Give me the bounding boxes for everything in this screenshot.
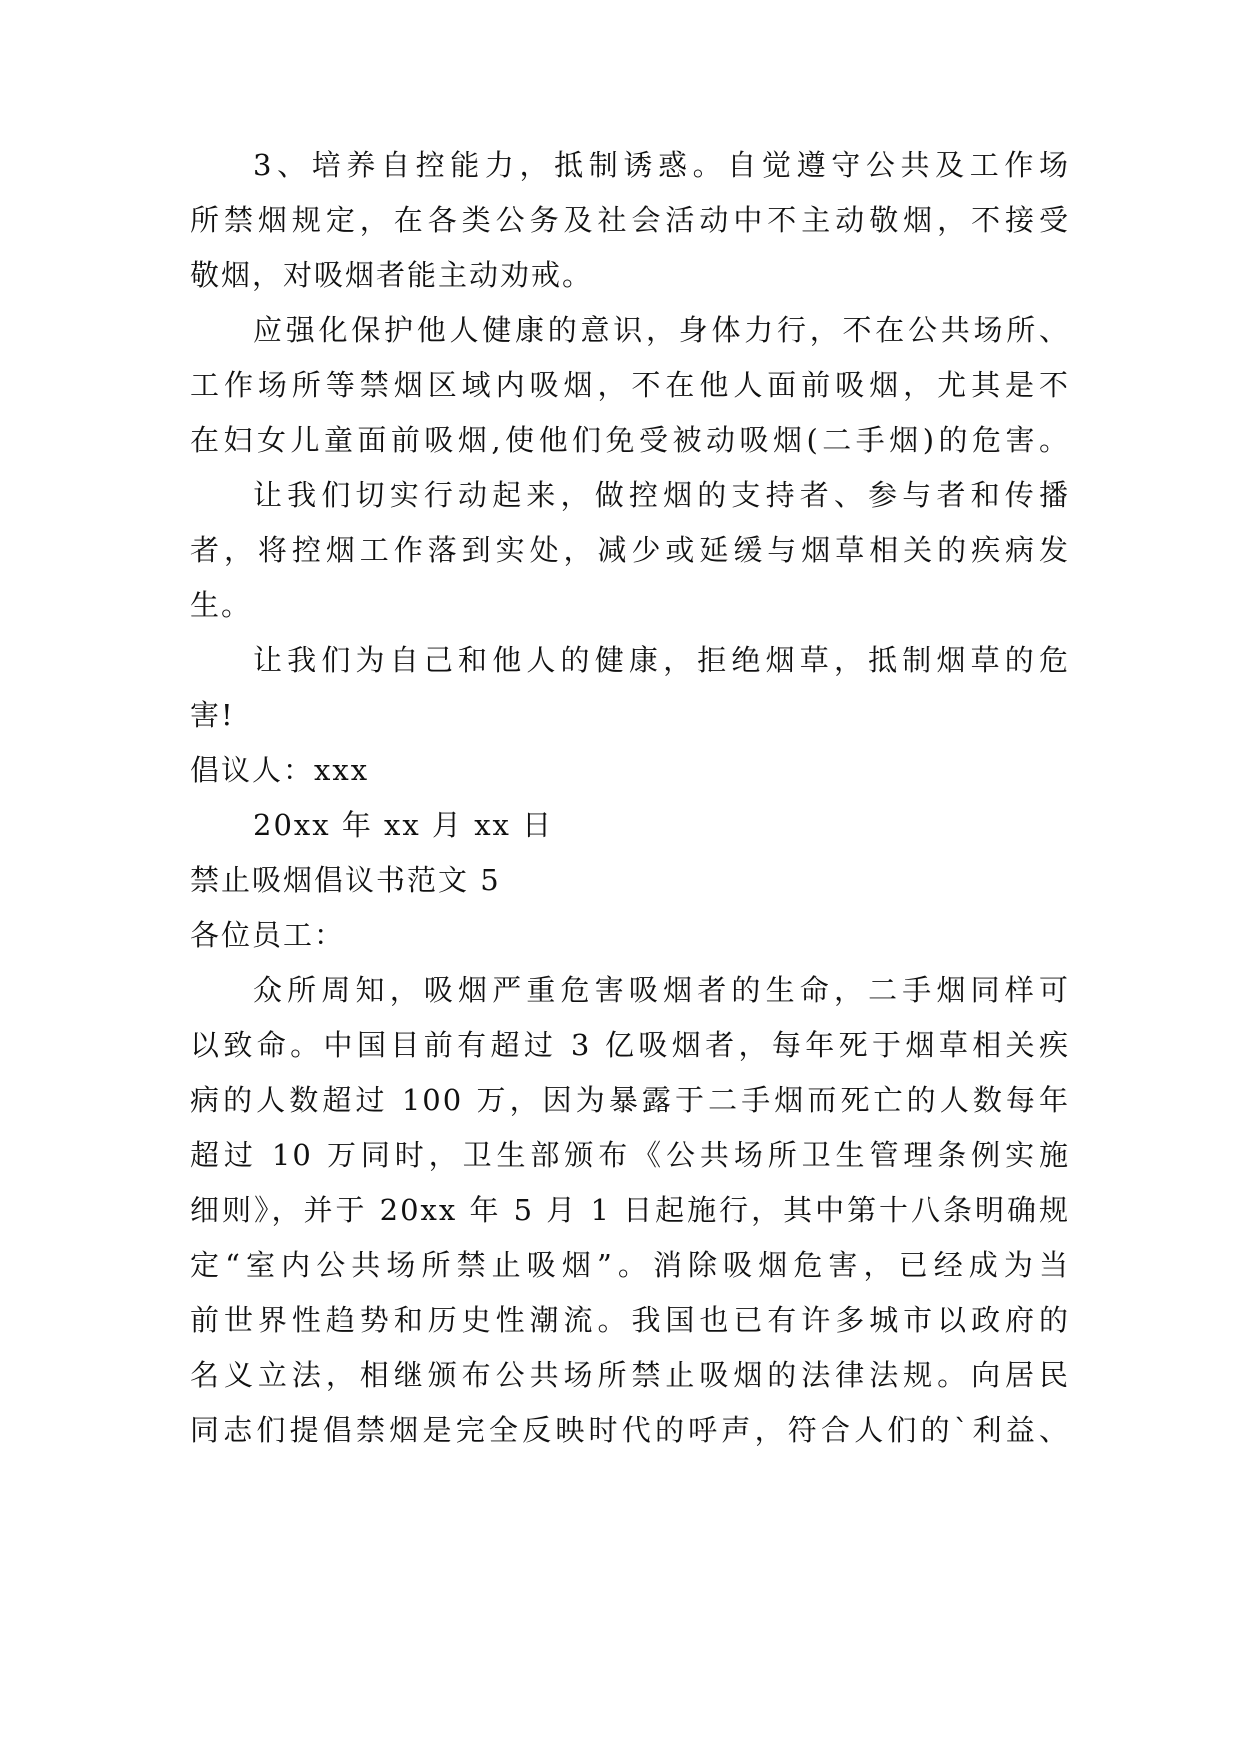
paragraph-line: 者，将控烟工作落到实处，减少或延缓与烟草相关的疾病发: [190, 533, 1070, 567]
salutation: 各位员工：: [190, 918, 346, 952]
body-line: 前世界性趋势和历史性潮流。我国也已有许多城市以政府的: [190, 1303, 1070, 1337]
body-line: 细则》，并于 20xx 年 5 月 1 日起施行，其中第十八条明确规: [190, 1193, 1070, 1227]
body-line: 众所周知，吸烟严重危害吸烟者的生命，二手烟同样可: [253, 973, 1070, 1007]
date-line: 20xx 年 xx 月 xx 日: [253, 808, 554, 842]
body-line: 以致命。中国目前有超过 3 亿吸烟者，每年死于烟草相关疾: [190, 1028, 1070, 1062]
body-line: 超过 10 万同时，卫生部颁布《公共场所卫生管理条例实施: [190, 1138, 1070, 1172]
body-line: 同志们提倡禁烟是完全反映时代的呼声，符合人们的`利益、: [190, 1413, 1070, 1447]
body-line: 病的人数超过 100 万，因为暴露于二手烟而死亡的人数每年: [190, 1083, 1070, 1117]
paragraph-line: 在妇女儿童面前吸烟,使他们免受被动吸烟(二手烟)的危害。: [190, 423, 1070, 457]
paragraph-line: 应强化保护他人健康的意识，身体力行，不在公共场所、: [253, 313, 1070, 347]
paragraph-line: 让我们切实行动起来，做控烟的支持者、参与者和传播: [253, 478, 1070, 512]
paragraph-line: 工作场所等禁烟区域内吸烟，不在他人面前吸烟，尤其是不: [190, 368, 1070, 402]
paragraph-line: 敬烟，对吸烟者能主动劝戒。: [190, 258, 594, 292]
body-line: 定“室内公共场所禁止吸烟”。消除吸烟危害，已经成为当: [190, 1248, 1070, 1282]
section-title: 禁止吸烟倡议书范文 5: [190, 863, 501, 897]
paragraph-line: 3、培养自控能力，抵制诱惑。自觉遵守公共及工作场: [253, 148, 1070, 182]
paragraph-line: 所禁烟规定，在各类公务及社会活动中不主动敬烟，不接受: [190, 203, 1070, 237]
paragraph-line: 生。: [190, 588, 253, 622]
paragraph-line: 害!: [190, 698, 235, 732]
paragraph-line: 让我们为自己和他人的健康，拒绝烟草，抵制烟草的危: [253, 643, 1070, 677]
signer-line: 倡议人：xxx: [190, 753, 370, 787]
body-line: 名义立法，相继颁布公共场所禁止吸烟的法律法规。向居民: [190, 1358, 1070, 1392]
